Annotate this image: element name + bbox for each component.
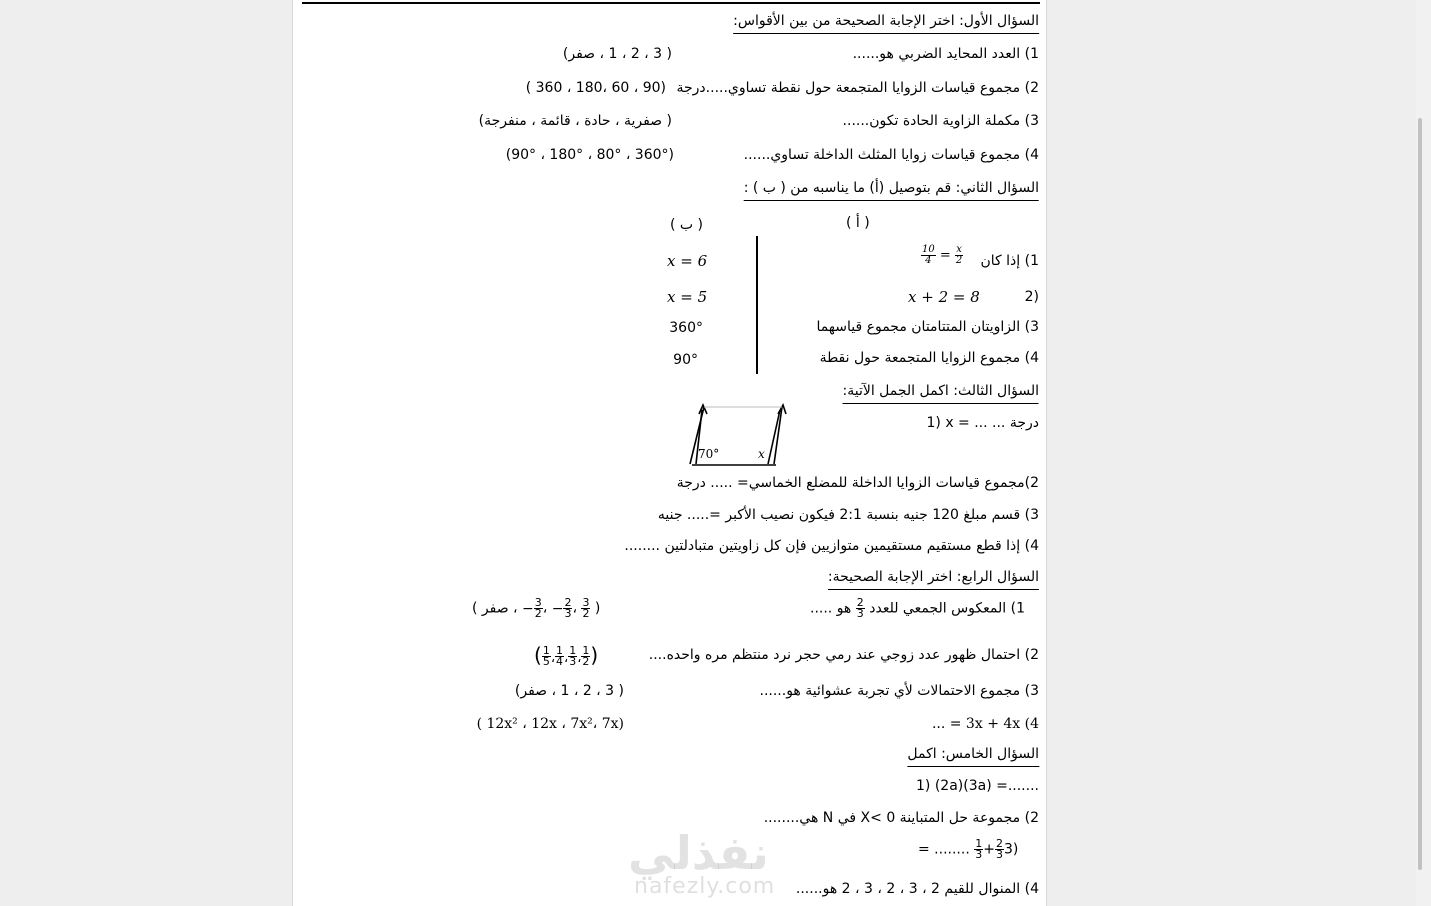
q2-a1-label: 1) إذا كان bbox=[980, 253, 1039, 269]
q2-b4: 90° bbox=[673, 352, 698, 368]
q1-item-1: 1) العدد المحايد الضربي هو...... bbox=[852, 46, 1039, 62]
q2-a1-equation bbox=[921, 245, 963, 266]
q5-item-1: 1) (2a)(3a) =....... bbox=[916, 778, 1039, 794]
q2-b1: x = 6 bbox=[667, 252, 708, 270]
q1-heading: السؤال الأول: اختر الإجابة الصحيحة من بين الأقواس: bbox=[733, 12, 1039, 34]
q1-item-2-options: ( 360 ، 180، 60 ، 90) bbox=[525, 80, 666, 96]
q5-item-2: 2) مجموعة حل المتباينة X< 0 في N هي........ bbox=[763, 810, 1039, 826]
q1-item-4: 4) مجموع قياسات زوايا المثلث الداخلة تساوي...... bbox=[743, 147, 1039, 163]
q4-item-1-options: ، صفر ) − $\frac{3}{2}$ ، − $\frac{2}{3}$ ، $\frac{3}{2}$ ) bbox=[472, 596, 601, 620]
angle-70-label: 70° bbox=[698, 447, 720, 461]
frac-2-3: $\frac{2}{3}$ bbox=[856, 596, 864, 620]
q4-item-3-options: ( 3 ، 2 ، 1 ، صفر) bbox=[514, 683, 624, 699]
right-gutter bbox=[1047, 0, 1431, 906]
q5-item-3: = ........ $\frac{1}{3}$ + $\frac{2}{3}$ 3) bbox=[918, 837, 1019, 861]
equals-sign: = bbox=[939, 248, 951, 263]
q2-b3: 360° bbox=[669, 320, 703, 336]
q2-a2-label: 2) bbox=[1024, 289, 1039, 305]
q1-item-3-options: ( صفرية ، حادة ، قائمة ، منفرجة) bbox=[478, 113, 672, 129]
q2-col-a-label: ( أ ) bbox=[846, 215, 870, 231]
q2-col-b-label: ( ب ) bbox=[670, 217, 704, 233]
q1-item-2: 2) مجموع قياسات الزوايا المتجمعة حول نقطة تساوي.....درجة bbox=[676, 80, 1039, 96]
q2-divider bbox=[756, 236, 758, 374]
q2-a4-label: 4) مجموع الزوايا المتجمعة حول نقطة bbox=[819, 350, 1039, 366]
q3-heading: السؤال الثالث: اكمل الجمل الآتية: bbox=[843, 382, 1039, 404]
q2-b2: x = 5 bbox=[667, 288, 708, 306]
q4-item-2-options: ( $\frac{1}{5}$ ، $\frac{1}{4}$ ، $\frac{1}{3}$ ، $\frac{1}{2}$ ) bbox=[534, 643, 599, 668]
frac-10-4: $\frac{10}{4}$ bbox=[922, 244, 935, 266]
q3-item-4: 4) إذا قطع مستقيم مستقيمين متوازيين فإن كل زاويتين متبادلتين ........ bbox=[624, 538, 1039, 554]
angle-x-label: x bbox=[758, 447, 765, 461]
q2-heading: السؤال الثاني: قم بتوصيل (أ) ما يناسبه من ( ب ) : bbox=[744, 179, 1039, 201]
q5-item-4: 4) المنوال للقيم 2 ، 3 ، 2 ، 3 ، 2 هو...... bbox=[795, 881, 1039, 897]
q3-item-2: 2)مجموع قياسات الزوايا الداخلة للمضلع الخماسي= ..... درجة bbox=[676, 475, 1039, 491]
q1-item-3: 3) مكملة الزاوية الحادة تكون...... bbox=[842, 113, 1039, 129]
watermark-url: nafezly.com bbox=[634, 874, 776, 899]
frac-1-3: $\frac{1}{3}$ bbox=[975, 837, 983, 861]
q4-opt-3: $\frac{3}{2}$ bbox=[582, 596, 590, 620]
document-page bbox=[292, 0, 1047, 906]
frac-2-3b: $\frac{2}{3}$ bbox=[995, 837, 1003, 861]
q4-item-3: 3) مجموع الاحتمالات لأي تجربة عشوائية هو...... bbox=[759, 683, 1039, 699]
q2-a3-label: 3) الزاويتان المتتامتان مجموع قياسهما bbox=[816, 319, 1039, 335]
q4-opt-1: − $\frac{3}{2}$ bbox=[522, 596, 542, 620]
q4-item-4: ... = 3x + 4x (4 bbox=[931, 716, 1039, 732]
q1-item-4-options: (90° ، 180° ، 80° ، 360°) bbox=[505, 147, 674, 163]
q3-item-1: 1) x = ... ... درجة bbox=[926, 415, 1039, 431]
parallel-lines-figure bbox=[682, 402, 792, 472]
q4-item-1: 1) المعكوس الجمعي للعدد $\frac{2}{3}$ هو ..... bbox=[810, 596, 1025, 620]
q5-heading: السؤال الخامس: اكمل bbox=[907, 745, 1039, 767]
q4-heading: السؤال الرابع: اختر الإجابة الصحيحة: bbox=[828, 568, 1039, 590]
q4-item-4-options: ( 12x² ، 12x ، 7x²، 7x) bbox=[476, 716, 624, 732]
q2-a2-equation: x + 2 = 8 bbox=[908, 288, 980, 306]
q1-item-1-options: ( 3 ، 2 ، 1 ، صفر) bbox=[562, 46, 672, 62]
scrollbar-thumb[interactable] bbox=[1418, 118, 1422, 870]
q3-item-3: 3) قسم مبلغ 120 جنيه بنسبة 2:1 فيكون نصيب الأكبر =..... جنيه bbox=[657, 507, 1039, 523]
q4-opt-2: − $\frac{2}{3}$ bbox=[551, 596, 572, 620]
frac-x-2: $\frac{x}{2}$ bbox=[955, 244, 963, 266]
q4-item-2: 2) احتمال ظهور عدد زوجي عند رمي حجر نرد منتظم مره واحده.... bbox=[648, 647, 1039, 663]
top-rule bbox=[302, 2, 1040, 4]
left-gutter bbox=[0, 0, 292, 906]
watermark-logo: نفذلي bbox=[628, 826, 769, 880]
